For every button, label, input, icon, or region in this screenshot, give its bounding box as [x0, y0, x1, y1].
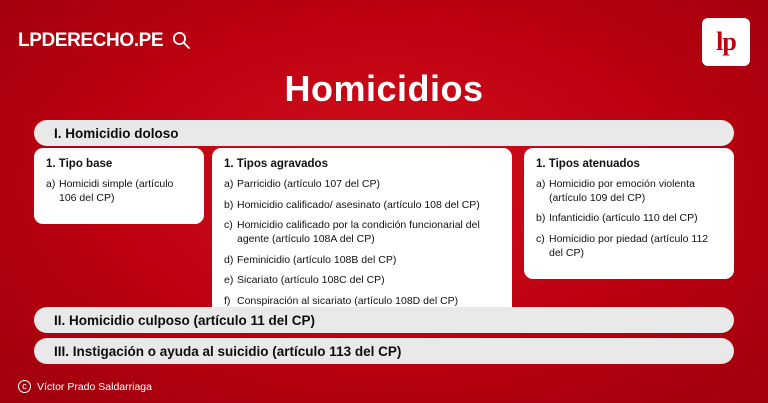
list-marker: a)	[536, 178, 546, 190]
footer-author: Víctor Prado Saldarriaga	[37, 380, 152, 393]
footer	[18, 380, 152, 393]
brand-badge	[702, 18, 750, 66]
list-marker: c)	[224, 219, 233, 232]
card-list	[224, 178, 500, 308]
list-marker: c)	[536, 232, 545, 245]
list-item	[46, 178, 192, 205]
list-item	[224, 274, 500, 288]
logo-lp-text: LP	[18, 29, 42, 51]
list-text: Infanticidio (artículo 110 del CP)	[549, 212, 698, 225]
page-title: Homicidios	[284, 68, 484, 109]
list-item	[224, 254, 500, 268]
list-text: Parricidio (artículo 107 del CP)	[237, 178, 380, 190]
list-text: Homicidio por piedad (artículo 112 del CP)	[549, 232, 709, 259]
list-marker: e)	[224, 274, 234, 287]
card-list	[46, 178, 192, 205]
section-bar-homicidio-culposo: II. Homicidio culposo (artículo 11 del CP)	[34, 307, 734, 333]
list-text: Homicidio calificado por la condición funcionarial del agente (artículo 108A del CP)	[237, 219, 480, 245]
card-list	[536, 178, 722, 260]
list-text: Homicidi simple (artículo 106 del CP)	[59, 178, 174, 204]
list-text: Conspiración al sicariato (artículo 108D del CP)	[237, 294, 459, 307]
list-item	[536, 233, 722, 260]
header	[0, 0, 768, 62]
list-item	[536, 212, 722, 226]
section-bar-instigacion-suicidio: III. Instigación o ayuda al suicidio (artículo 113 del CP)	[34, 338, 734, 364]
site-logo[interactable]	[18, 30, 191, 50]
list-item	[224, 178, 500, 192]
search-icon[interactable]	[171, 30, 191, 50]
list-text: Homicidio calificado/ asesinato (artículo 108 del CP)	[237, 198, 480, 211]
card-tipos-agravados	[212, 148, 512, 327]
list-text: Sicariato (artículo 108C del CP)	[237, 274, 385, 287]
section-bar-homicidio-doloso: I. Homicidio doloso	[34, 120, 734, 146]
list-item	[536, 178, 722, 205]
list-item	[224, 199, 500, 213]
logo-derecho-text: DERECHO	[41, 29, 134, 51]
card-heading: 1. Tipos agravados	[224, 158, 328, 170]
list-marker: d)	[224, 253, 234, 266]
brand-badge-text: lp	[716, 27, 736, 56]
list-text: Feminicidio (artículo 108B del CP)	[237, 253, 397, 266]
card-tipo-base	[34, 148, 204, 224]
card-tipos-atenuados	[524, 148, 734, 279]
card-heading: 1. Tipos atenuados	[536, 158, 640, 170]
list-marker: b)	[536, 212, 546, 225]
list-marker: a)	[224, 178, 234, 190]
list-item	[224, 219, 500, 246]
list-marker: a)	[46, 178, 56, 190]
list-marker: f)	[224, 294, 231, 307]
logo-pe-text: .PE	[133, 29, 164, 51]
list-marker: b)	[224, 198, 234, 211]
card-heading: 1. Tipo base	[46, 158, 113, 170]
copyright-icon: c	[18, 380, 31, 393]
logo-wordmark	[18, 31, 163, 50]
list-text: Homicidio por emoción violenta (artículo 109 del CP)	[549, 178, 695, 204]
